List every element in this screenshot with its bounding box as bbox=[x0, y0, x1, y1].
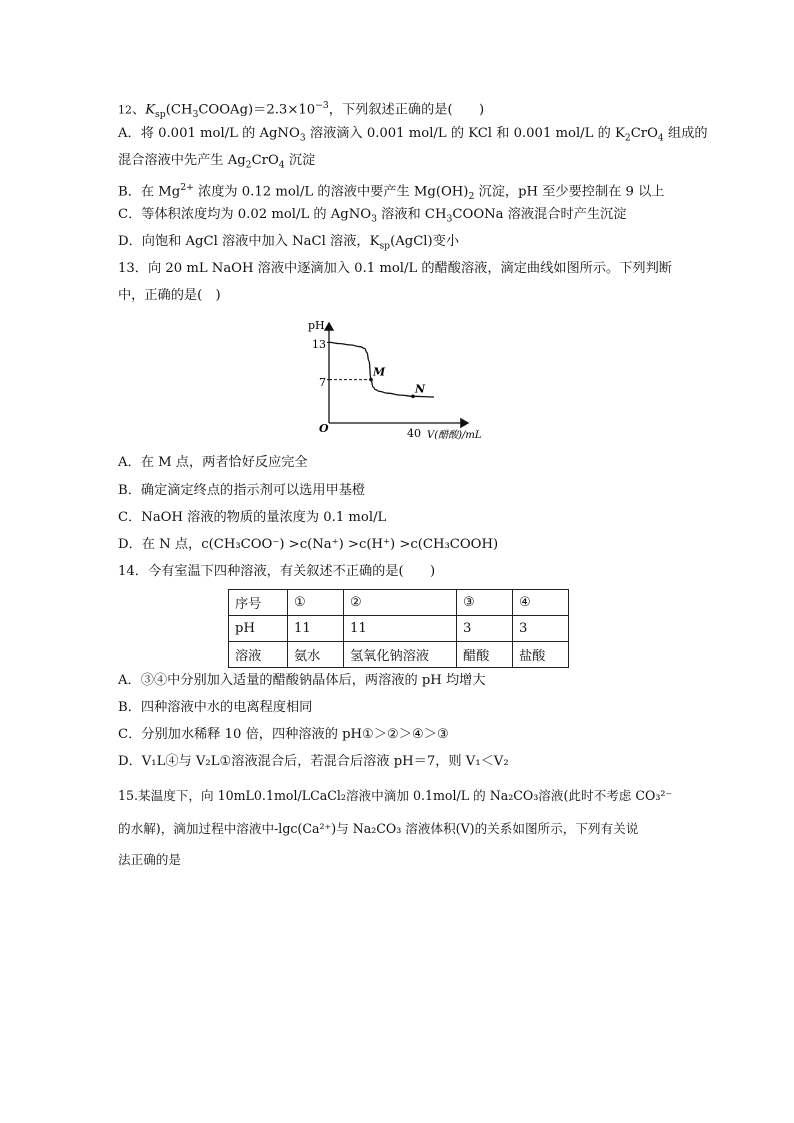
table-cell: 序号 bbox=[229, 590, 288, 616]
q14-option-c: C．分别加水稀释 10 倍，四种溶液的 pH①＞②＞④＞③ bbox=[118, 727, 449, 742]
table-cell: ① bbox=[288, 590, 344, 616]
origin-label: O bbox=[319, 422, 329, 435]
q12-option-a-cont: 混合溶液中先产生 $Ag_2CrO_4$ 沉淀 bbox=[118, 153, 316, 171]
q12-number: 12 bbox=[118, 103, 132, 117]
y-tick-label-7: 7 bbox=[319, 376, 326, 389]
q14-solutions-table bbox=[228, 589, 569, 668]
q14-option-b: B．四种溶液中水的电离程度相同 bbox=[118, 700, 313, 715]
table-cell: 11 bbox=[344, 616, 457, 642]
q13-option-b: B．确定滴定终点的指示剂可以选用甲基橙 bbox=[118, 483, 366, 498]
table-cell: ③ bbox=[457, 590, 513, 616]
q14-option-d: D．V₁L④与 V₂L①溶液混合后，若混合后溶液 pH＝7，则 V₁＜V₂ bbox=[118, 754, 509, 769]
q12-option-d: D．向饱和 AgCl 溶液中加入 NaCl 溶液，$K_{sp}(AgCl)$变小 bbox=[118, 234, 460, 252]
table-cell: 3 bbox=[513, 616, 569, 642]
q15-stem-line1: 15.某温度下，向 10mL0.1mol/LCaCl₂溶液中滴加 0.1mol/L 的 Na₂CO₃溶液(此时不考虑 CO₃²⁻ bbox=[118, 788, 673, 803]
q14-stem: 14．今有室温下四种溶液，有关叙述不正确的是( ) bbox=[118, 564, 436, 579]
point-label-n: N bbox=[415, 382, 426, 396]
table-row bbox=[229, 642, 569, 668]
table-cell: 盐酸 bbox=[513, 642, 569, 668]
q13-stem-line1: 13．向 20 mL NaOH 溶液中逐滴加入 0.1 mol/L 的醋酸溶液，滴定曲线如图所示。下列判断 bbox=[118, 261, 672, 276]
table-cell: 溶液 bbox=[229, 642, 288, 668]
q13-option-a: A．在 M 点，两者恰好反应完全 bbox=[118, 455, 308, 470]
q14-option-a: A．③④中分别加入适量的醋酸钠晶体后，两溶液的 pH 均增大 bbox=[118, 673, 486, 688]
q12-option-c: C．等体积浓度均为 0.02 mol/L 的 AgNO$_3$ 溶液和 $CH_3COONa$ 溶液混合时产生沉淀 bbox=[118, 207, 627, 225]
q15-stem-line3: 法正确的是 bbox=[118, 852, 181, 867]
table-cell: pH bbox=[229, 616, 288, 642]
table-cell: 氢氧化钠溶液 bbox=[344, 642, 457, 668]
table-row bbox=[229, 590, 569, 616]
table-cell: ② bbox=[344, 590, 457, 616]
q12-option-a: A．将 0.001 mol/L 的 AgNO$_3$ 溶液滴入 0.001 mol/L 的 KCl 和 0.001 mol/L 的 $K_2CrO_4$ 组成的 bbox=[118, 126, 708, 144]
table-cell: 3 bbox=[457, 616, 513, 642]
q13-option-c: C．NaOH 溶液的物质的量浓度为 0.1 mol/L bbox=[118, 510, 387, 525]
y-tick-label-13: 13 bbox=[312, 338, 326, 351]
q12-stem: 12、$K_{sp}(CH_3COOAg)=2.3\times 10^{-3}$，下列叙述正确的是( ) bbox=[118, 100, 485, 121]
titration-curve-chart bbox=[300, 315, 500, 445]
q15-stem-line2: 的水解)，滴加过程中溶液中-lgc(Ca²⁺)与 Na₂CO₃ 溶液体积(V)的关系如图所示，下列有关说 bbox=[118, 821, 639, 836]
table-cell: 氨水 bbox=[288, 642, 344, 668]
x-tick-label-40: 40 bbox=[407, 427, 421, 440]
x-axis-label: V(醋酸)/mL bbox=[427, 430, 482, 441]
table-cell: ④ bbox=[513, 590, 569, 616]
q12-option-b: B．在 $Mg^{2+}$ 浓度为 0.12 mol/L 的溶液中要产生 $Mg(OH)_2$ 沉淀，pH 至少要控制在 9 以上 bbox=[118, 182, 665, 203]
table-row bbox=[229, 616, 569, 642]
table-cell: 醋酸 bbox=[457, 642, 513, 668]
q13-option-d: D．在 N 点，c(CH₃COO⁻) >c(Na⁺) >c(H⁺) >c(CH₃COOH) bbox=[118, 537, 499, 552]
q13-stem-line2: 中，正确的是( ) bbox=[118, 288, 221, 303]
point-label-m: M bbox=[373, 365, 386, 379]
table-cell: 11 bbox=[288, 616, 344, 642]
y-axis-label: pH bbox=[308, 319, 325, 332]
